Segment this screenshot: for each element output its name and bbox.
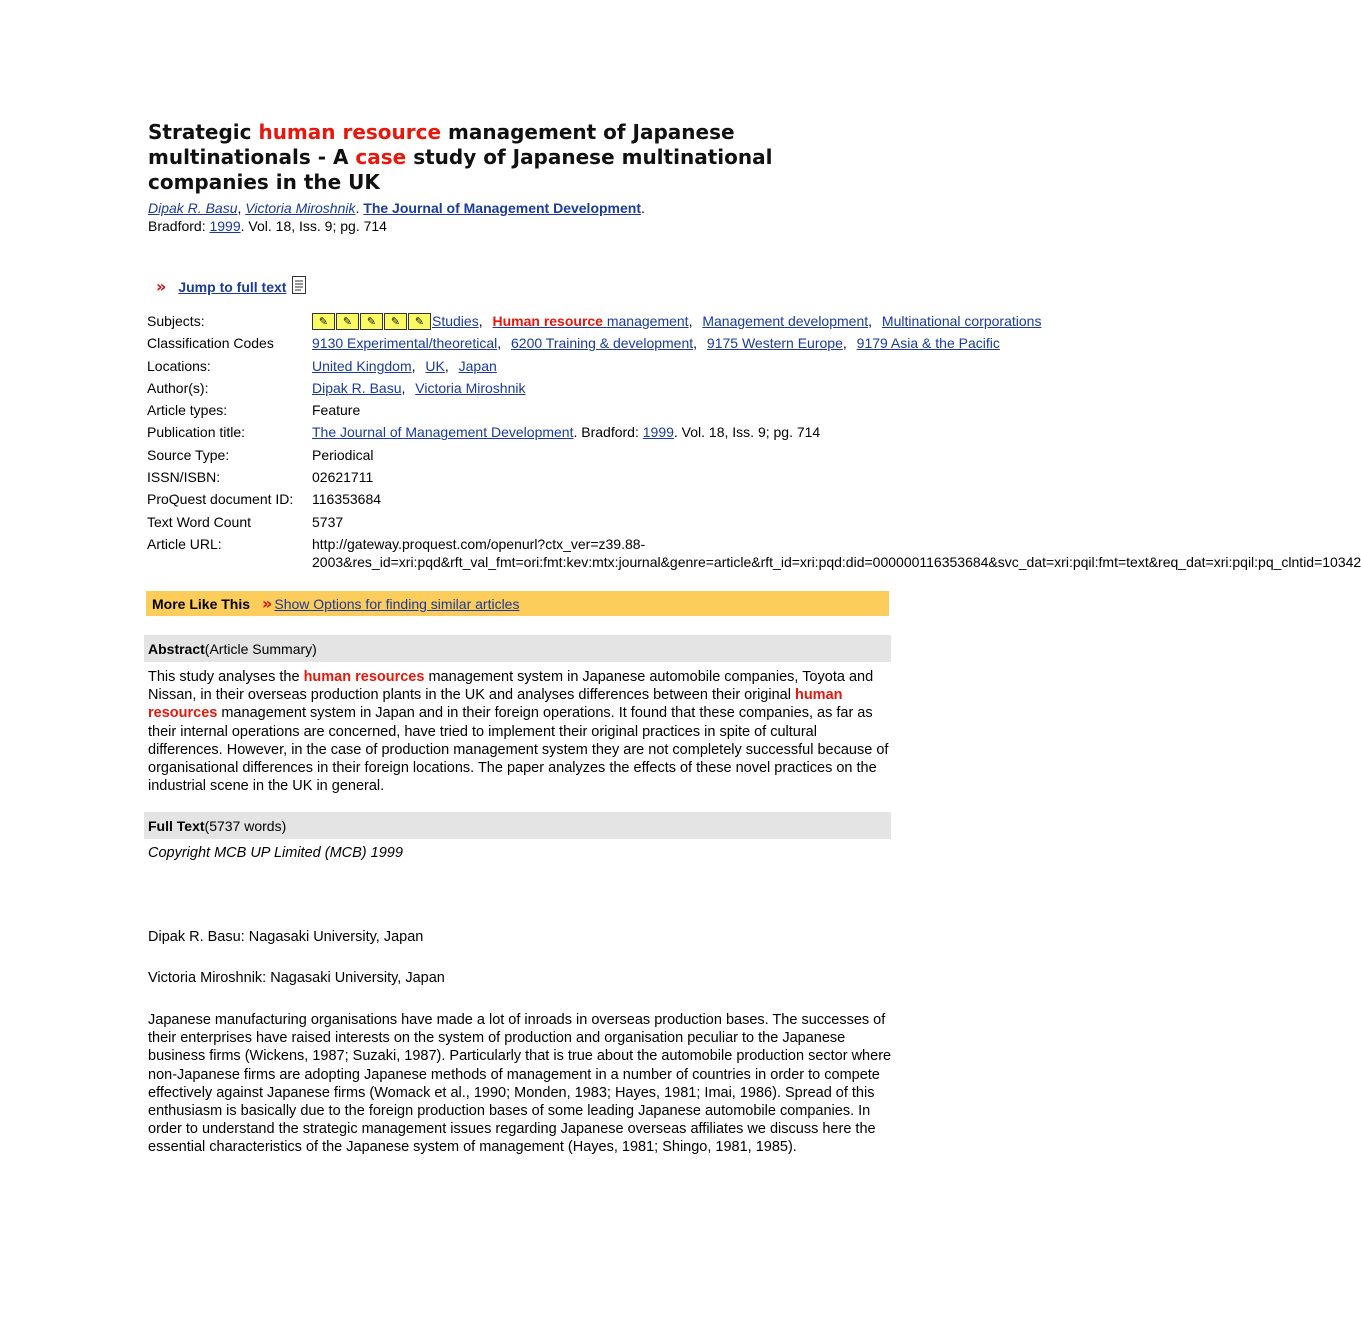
similar-articles-link[interactable]: Show Options for finding similar articles	[274, 595, 520, 612]
title-text: study of Japanese multinational companies in the UK	[148, 145, 773, 194]
abstract-heading: Abstract	[148, 640, 205, 657]
metadata-row-wordcount	[147, 513, 1020, 531]
url-line: 2003&res_id=xri:pqd&rft_val_fmt=ori:fmt:kev:mtx:journal&genre=article&rft_id=xri:pqd:did=000000116353684&svc_dat=xri:pqil:fmt=text&req_dat=xri:pqil:pq_clntid=10342	[312, 553, 1361, 570]
subject-link[interactable]: Multinational corporations	[881, 313, 1042, 329]
body-paragraph: Japanese manufacturing organisations have made a lot of inroads in overseas production bases. The successes of their enterprises have raised interests on the system of production and organisation peculiar to the Japanese business firms (Wickens, 1987; Suzaki, 1987). Particularly that is true about the automobile production sector where non-Japanese firms are adopting Japanese methods of management in a number of countries in order to compete effectively against Japanese firms (Womack et al., 1990; Monden, 1983; Hayes, 1981; Imai, 1986). Spread of this enthusiasm is basically due to the foreign production bases of some leading Japanese automobile companies. In order to understand the strategic management issues regarding Japanese overseas affiliates we discuss here the essential characteristics of the Japanese system of management (Hayes, 1981; Shingo, 1981, 1985).	[148, 1012, 892, 1156]
copyright-notice: Copyright MCB UP Limited (MCB) 1999	[148, 845, 403, 861]
classification-link[interactable]: 9175 Western Europe	[706, 335, 843, 352]
abstract-highlight: human resources	[303, 669, 425, 685]
pencil-icon[interactable]: ✎	[312, 313, 335, 330]
metadata-label: Article URL:	[147, 535, 222, 552]
article-title	[148, 120, 808, 195]
year-link[interactable]: 1999	[209, 218, 241, 234]
metadata-label: Subjects:	[147, 313, 205, 329]
metadata-row-authors	[147, 379, 1020, 397]
document-icon[interactable]	[292, 276, 306, 297]
source-type-value: Periodical	[312, 446, 374, 463]
subject-highlight: Human resource	[492, 313, 603, 329]
title-highlight: human resource	[258, 120, 442, 144]
author-affiliation: Dipak R. Basu: Nagasaki University, Japan	[148, 929, 424, 945]
metadata-row-source-type	[147, 446, 1020, 464]
title-highlight: case	[355, 145, 407, 169]
metadata-row-locations	[147, 357, 1020, 375]
article-types-value: Feature	[312, 402, 361, 419]
metadata-label: Publication title:	[147, 424, 246, 441]
metadata-label: ISSN/ISBN:	[147, 469, 221, 486]
metadata-label: ProQuest document ID:	[147, 491, 294, 508]
issn-value: 02621711	[312, 469, 374, 486]
docid-value: 116353684	[312, 491, 382, 508]
abstract-header	[144, 635, 891, 662]
double-arrow-icon: »	[156, 277, 167, 296]
metadata-label: Locations:	[147, 357, 211, 374]
metadata-row-article-types	[147, 401, 1020, 419]
publication-title-value	[312, 423, 820, 441]
metadata-table	[147, 312, 1361, 575]
pub-place: . Bradford:	[573, 424, 643, 441]
classification-link[interactable]: 9179 Asia & the Pacific	[856, 335, 1000, 352]
full-text-header	[144, 812, 891, 839]
abstract-subheading: (Article Summary)	[204, 640, 317, 657]
citation-place: . Bradford:	[148, 200, 645, 234]
more-like-this-label: More Like This	[152, 595, 251, 612]
citation-volume: . Vol. 18, Iss. 9; pg. 714	[240, 218, 387, 234]
metadata-label: Author(s):	[147, 379, 209, 396]
year-link[interactable]: 1999	[642, 424, 674, 441]
locations-value: United Kingdom, UK, Japan	[312, 357, 497, 374]
abstract-text	[148, 668, 893, 795]
metadata-row-url	[147, 535, 1361, 571]
citation: Dipak R. Basu, Victoria Miroshnik. The Journal of Management Development. Bradford: 1999. Vol. 18, Iss. 9; pg. 714	[148, 200, 645, 234]
full-text-heading: Full Text	[148, 817, 205, 834]
title-text: Strategic	[148, 120, 259, 144]
author-link[interactable]: Dipak R. Basu	[312, 379, 402, 396]
classification-link[interactable]: 6200 Training & development	[511, 335, 694, 352]
abstract-text-part: This study analyses the	[148, 669, 304, 685]
author-link[interactable]: Dipak R. Basu	[148, 200, 238, 216]
subject-link[interactable]	[492, 313, 688, 329]
article-url-value[interactable]	[312, 535, 1361, 571]
subject-icons	[312, 313, 432, 330]
metadata-label: Text Word Count	[147, 513, 252, 530]
classification-link[interactable]: 9130 Experimental/theoretical	[312, 335, 498, 352]
metadata-row-docid	[147, 490, 1020, 508]
subject-link[interactable]: Studies	[432, 313, 479, 329]
journal-link[interactable]: The Journal of Management Development	[312, 424, 574, 441]
pencil-icon[interactable]: ✎	[336, 313, 359, 330]
metadata-row-subjects	[147, 312, 1042, 330]
double-arrow-icon: »	[262, 594, 273, 613]
location-link[interactable]: UK	[425, 357, 445, 374]
journal-link[interactable]: The Journal of Management Development	[363, 200, 641, 216]
location-link[interactable]: Japan	[458, 357, 497, 374]
metadata-row-issn	[147, 468, 1020, 486]
location-link[interactable]: United Kingdom	[312, 357, 412, 374]
authors-value: Dipak R. Basu, Victoria Miroshnik	[312, 379, 526, 396]
pencil-icon[interactable]: ✎	[408, 313, 431, 330]
pencil-icon[interactable]: ✎	[360, 313, 383, 330]
wordcount-value: 5737	[312, 513, 344, 530]
abstract-text-part: management system in Japan and in their foreign operations. It found that these companies, as far as their internal operations are concerned, have tried to implement their original practices in spite of cultural differences. However, in the case of production management system they are not completely successful because of organisational differences in their foreign locations. The paper analyzes the effects of these novel practices on the industrial scene in the UK in general.	[148, 705, 889, 795]
classification-value: 9130 Experimental/theoretical, 6200 Training & development, 9175 Western Europe, 9179 Asia & the Pacific	[312, 335, 1000, 352]
subject-text: management	[606, 313, 689, 329]
abstract-highlight: human resources	[148, 687, 843, 722]
pub-volume: . Vol. 18, Iss. 9; pg. 714	[673, 424, 821, 441]
word-count: (5737 words)	[204, 817, 287, 834]
metadata-label: Article types:	[147, 402, 228, 419]
metadata-row-publication-title	[147, 423, 1020, 441]
more-like-this-bar	[146, 591, 889, 616]
title-text: management of Japanese multinationals - A	[148, 120, 735, 169]
jump-to-full-text-link[interactable]: Jump to full text	[178, 278, 287, 295]
author-affiliation: Victoria Miroshnik: Nagasaki University, Japan	[148, 970, 445, 986]
author-link[interactable]: Victoria Miroshnik	[415, 379, 526, 396]
subjects-value: ✎ ✎ ✎ ✎ ✎ Studies, Human resource management, Management development, Multinational corporations	[312, 312, 1041, 330]
metadata-label: Classification Codes	[147, 335, 274, 352]
metadata-label: Source Type:	[147, 446, 230, 463]
subject-link[interactable]: Management development	[702, 313, 869, 329]
metadata-row-classification	[147, 334, 1020, 352]
abstract-text-part: management system in Japanese automobile companies, Toyota and Nissan, in their overseas production plants in the UK and analyses differences between their original	[148, 669, 874, 704]
url-line: http://gateway.proquest.com/openurl?ctx_ver=z39.88-	[312, 535, 646, 552]
jump-to-full-text	[156, 276, 306, 297]
author-link[interactable]: Victoria Miroshnik	[245, 200, 356, 216]
pencil-icon[interactable]: ✎	[384, 313, 407, 330]
